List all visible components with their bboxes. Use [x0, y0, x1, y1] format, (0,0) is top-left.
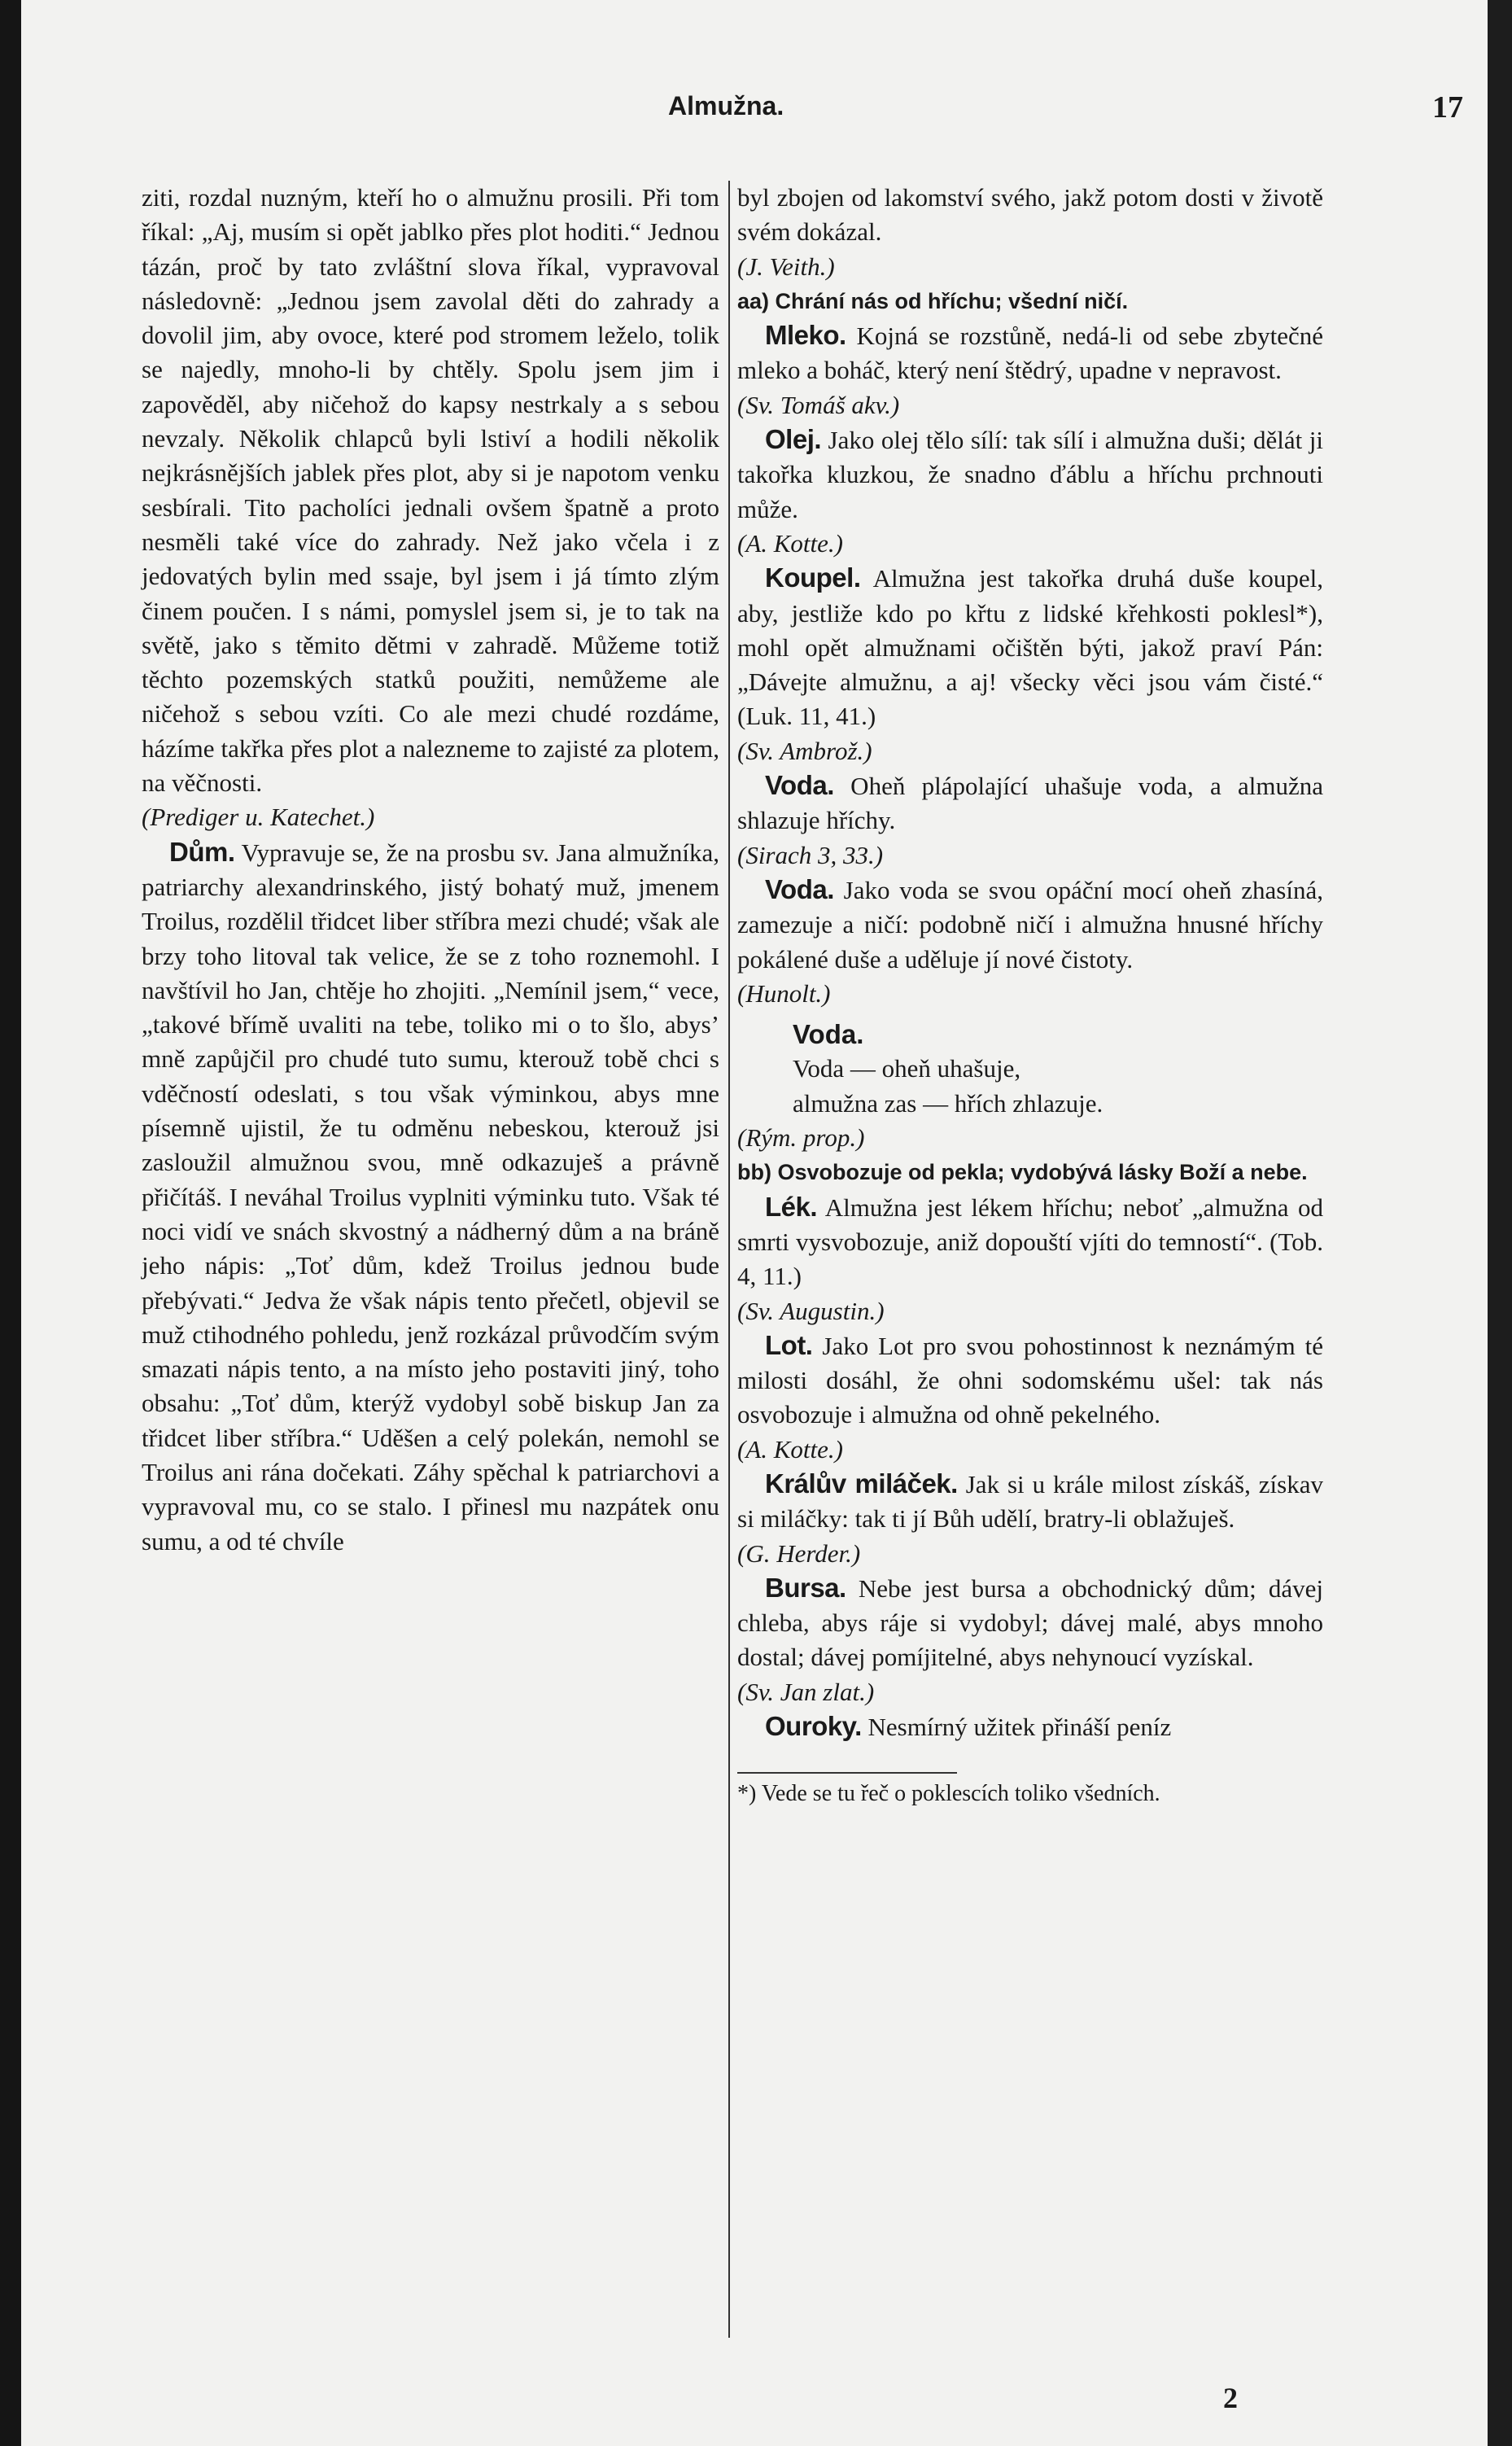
source-prediger: (Prediger u. Katechet.) [142, 803, 375, 832]
term-lot: Lot. [765, 1329, 813, 1360]
source-sirach: (Sirach 3, 33.) [737, 840, 884, 869]
entry-lek-text: Almužna jest lékem hříchu; neboť „almužna od smrti vysvobozuje, aniž dopouští vjíti do temností“. (Tob. 4, 11.) [737, 1192, 1323, 1291]
entry-bursa-text: Nebe jest bursa a obchodnický dům; dávej chleba, abys ráje si vydobyl; dávej malé, abys mnoho dostal; dávej pomíjitelné, abys nehynoucí vyzískal. [737, 1573, 1323, 1672]
paragraph-dum [142, 835, 719, 1559]
entry-lek [737, 1190, 1323, 1294]
term-bursa: Bursa. [765, 1572, 846, 1603]
source-hunolt: (Hunolt.) [737, 978, 831, 1008]
source-herder: (G. Herder.) [737, 1538, 861, 1568]
source-tomas: (Sv. Tomáš akv.) [737, 390, 900, 419]
section-heading-bb: bb) Osvobozuje od pekla; vydobývá lásky Boží a nebe. [737, 1160, 1308, 1185]
source-augustin: (Sv. Augustin.) [737, 1296, 885, 1325]
entry-voda-1-text: Oheň plápolající uhašuje voda, a almužna shlazuje hříchy. [737, 772, 1323, 835]
source-veith: (J. Veith.) [737, 252, 835, 281]
term-koupel: Koupel. [765, 562, 861, 593]
entry-voda-2 [737, 873, 1323, 977]
poem-line-2: almužna zas — hřích zhlazuje. [793, 1088, 1103, 1118]
poem-title: Voda. [793, 1019, 864, 1050]
paragraph-continuation: byl zbojen od lakomství svého, jakž potom dosti v životě svém dokázal. [737, 183, 1323, 247]
entry-mleko-text: Kojná se rozstůně, nedá-li od sebe zbytečné mleko a boháč, který není štědrý, upadne v nepravost. [737, 322, 1323, 385]
entry-lot-text: Jako Lot pro svou pohostinnost k neznámým té milosti dosáhl, že ohni sodomskému ušel: tak nás osvobozuje i almužna od ohně pekelného. [737, 1331, 1323, 1429]
entry-kral [737, 1467, 1323, 1537]
source-rym: (Rým. prop.) [737, 1123, 865, 1153]
running-title: Almužna. [668, 91, 784, 120]
term-olej: Olej. [765, 424, 822, 455]
left-column [142, 181, 719, 1559]
term-lek: Lék. [765, 1191, 818, 1222]
term-kral: Králův miláček. [765, 1468, 958, 1499]
source-ambroz: (Sv. Ambrož.) [737, 736, 872, 765]
entry-olej [737, 422, 1323, 527]
source-kotte-2: (A. Kotte.) [737, 1434, 843, 1464]
right-column [737, 181, 1323, 1809]
entry-olej-text: Jako olej tělo sílí: tak sílí i almužna duši; dělát ji takořka kluzkou, že snadno ďáblu a hříchu prchnouti může. [737, 426, 1323, 523]
entry-koupel-text: Almužna jest takořka druhá duše koupel, aby, jestliže kdo po křtu z lidské křehkosti poklesl*), mohl opět almužnami očištěn býti, jakož praví Pán: „Dávejte almužnu, a aj! všecky věci jsou vám čisté.“ (Luk. 11, 41.) [737, 564, 1323, 731]
entry-mleko [737, 318, 1323, 388]
entry-lot [737, 1328, 1323, 1433]
paragraph-apple: ziti, rozdal nuzným, kteří ho o almužnu prosili. Při tom říkal: „Aj, musím si opět jablko přes plot hoditi.“ Jednou tázán, proč by tato zvláštní slova říkal, vypravoval následovně: „Jednou jsem zavolal děti do zahrady a dovolil jim, aby ovoce, které pod stromem leželo, tolik se najedly, mnoho-li by chtěly. Spolu jsem jim i zapověděl, aby ničehož do kapsy nestrkaly a s sebou nevzaly. Několik chlapců byli lstiví a hodili několik nejkrásnějších jablek přes plot, aby si je napotom venku sesbírali. Tito pacholíci jednali ovšem špatně a proto nesměli také více do zahrady. Než jako včela i z jedovatých bylin med ssaje, byl jsem i já tímto zlým činem poučen. I s námi, pomyslel jsem si, je to tak na světě, jako s těmito dětmi v zahradě. Můžeme totiž těchto pozemských statků použiti, nemůžeme ale ničehož s sebou vzíti. Co ale mezi chudé rozdáme, házíme takřka přes plot a nalezneme to zajisté za plotem, na věčnosti. [142, 183, 719, 798]
entry-ouroky [737, 1709, 1323, 1744]
source-kotte-1: (A. Kotte.) [737, 528, 843, 558]
term-dum: Dům. [169, 836, 235, 867]
entry-koupel [737, 561, 1323, 733]
section-heading-aa: aa) Chrání nás od hříchu; všední ničí. [737, 288, 1129, 313]
entry-voda-1 [737, 768, 1323, 838]
paragraph-dum-text: Vypravuje se, že na prosbu sv. Jana almužníka, patriarchy alexandrinského, jistý bohatý muž, jmenem Troilus, rozdělil třidcet liber stříbra mezi chudé; však ale brzy toho litoval tak velice, že se z toho roznemohl. I navštívil ho Jan, chtěje ho zhojiti. „Nemínil jsem,“ vece, „takové břímě uvaliti na tebe, toliko mi o to šlo, abys’ mně zapůjčil pro chudé tuto sumu, kterouž tobě chci s vděčností odeslati, s tou však výminkou, abys mne písemně ujistil, že tu odměnu nebeskou, kterouž jsi zasloužil almužnou svou, mně odkazuješ a právně přičítáš. I neváhal Troilus vyplniti výminku tuto. Však té noci vidí ve snách skvostný a nádherný dům a na bráně jeho nápis: „Toť dům, kdež Troilus jednou bude přebývati.“ Jedva že však nápis tento přečetl, objevil se muž ctihodného pohledu, jenž rozkázal průvodčím svým smazati nápis tento, a na místo jeho postaviti jiný, toho obsahu: „Toť dům, kterýž vydobyl sobě biskup Jan za třidcet liber stříbra.“ Uděšen a celý polekán, nemohl se Troilus ani rána dočekati. Záhy spěchal k patriarchovi a vypravoval mu, co se stalo. I přinesl mu nazpátek onu sumu, a od té chvíle [142, 838, 719, 1556]
term-voda-2: Voda. [765, 873, 834, 904]
footnote-rule [737, 1772, 957, 1774]
entry-bursa [737, 1571, 1323, 1675]
poem-line-1: Voda — oheň uhašuje, [793, 1054, 1021, 1083]
entry-voda-2-text: Jako voda se svou opáční mocí oheň zhasíná, zamezuje a ničí: podobně ničí i almužna hnusné hříchy pokálené duše a uděluje jí nové čistoty. [737, 875, 1323, 974]
page-header [21, 91, 1488, 140]
source-jan-zlat: (Sv. Jan zlat.) [737, 1677, 875, 1706]
footnote: *) Vede se tu řeč o poklescích toliko všedních. [737, 1781, 1160, 1807]
entry-kral-text: Jak si u krále milost získáš, získav si miláčky: tak ti jí Bůh udělí, bratry-li oblažuješ. [737, 1469, 1323, 1534]
entry-ouroky-text: Nesmírný užitek přináší peníz [861, 1713, 1172, 1742]
term-voda-1: Voda. [765, 770, 834, 801]
term-ouroky: Ouroky. [765, 1711, 862, 1742]
column-divider [728, 181, 730, 2338]
term-mleko: Mleko. [765, 320, 846, 351]
printer-signature: 2 [1223, 2382, 1238, 2414]
page-number: 17 [1432, 90, 1463, 125]
poem [793, 1017, 1323, 1121]
